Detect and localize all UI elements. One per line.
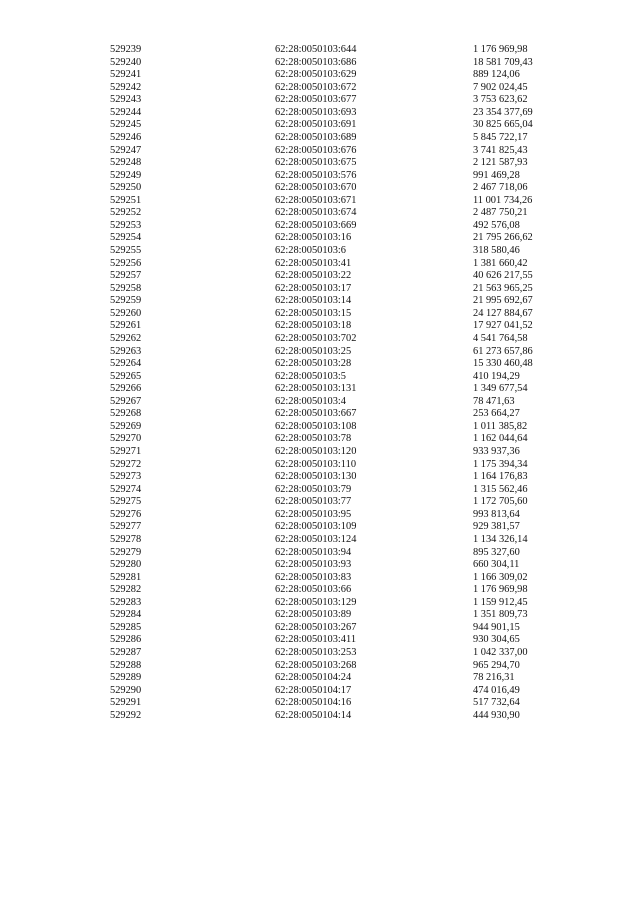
table-row — [110, 107, 550, 120]
cadastral-number-cell: 62:28:0050103:644 — [275, 44, 357, 55]
table-row — [110, 396, 550, 409]
cadastral-value-cell: 1 159 912,45 — [473, 596, 528, 608]
table-row — [110, 358, 550, 371]
cadastral-number-cell: 62:28:0050104:14 — [275, 709, 352, 721]
row-number-cell: 529287 — [110, 647, 142, 658]
cadastral-value-cell: 253 664,27 — [473, 408, 520, 420]
cadastral-number-cell: 62:28:0050103:411 — [275, 634, 357, 646]
cadastral-value-cell: 4 541 764,58 — [473, 332, 528, 344]
table-row — [110, 622, 550, 635]
row-number-cell: 529267 — [110, 395, 142, 407]
row-number-cell: 529248 — [110, 157, 142, 169]
cadastral-value-cell: 11 001 734,26 — [473, 194, 533, 206]
row-number-cell: 529291 — [110, 697, 142, 709]
row-number-cell: 529273 — [110, 471, 142, 483]
row-number-cell: 529268 — [110, 408, 142, 420]
cadastral-value-cell: 1 176 969,98 — [473, 584, 528, 596]
cadastral-value-cell: 15 330 460,48 — [473, 358, 533, 370]
cadastral-number-cell: 62:28:0050103:130 — [275, 471, 357, 483]
table-row — [110, 710, 550, 723]
row-number-cell: 529251 — [110, 194, 142, 206]
cadastral-value-cell: 474 016,49 — [473, 684, 520, 696]
row-number-cell: 529286 — [110, 634, 142, 646]
row-number-cell: 529272 — [110, 458, 142, 470]
row-number-cell: 529284 — [110, 609, 142, 621]
cadastral-value-cell: 30 825 665,04 — [473, 119, 533, 131]
table-row — [110, 182, 550, 195]
cadastral-number-cell: 62:28:0050103:17 — [275, 282, 352, 294]
cadastral-value-cell: 3 741 825,43 — [473, 144, 528, 156]
row-number-cell: 529246 — [110, 131, 142, 143]
cadastral-number-cell: 62:28:0050103:671 — [275, 194, 357, 206]
cadastral-value-cell: 889 124,06 — [473, 69, 520, 81]
table-row — [110, 132, 550, 145]
table-row — [110, 572, 550, 585]
cadastral-number-cell: 62:28:0050103:124 — [275, 533, 357, 545]
cadastral-value-cell: 17 927 041,52 — [473, 320, 533, 332]
cadastral-number-cell: 62:28:0050103:629 — [275, 69, 357, 81]
row-number-cell: 529270 — [110, 433, 142, 445]
cadastral-value-cell: 895 327,60 — [473, 546, 520, 558]
table-row — [110, 584, 550, 597]
cadastral-number-cell: 62:28:0050104:17 — [275, 684, 352, 696]
table-row — [110, 672, 550, 685]
table-row — [110, 220, 550, 233]
cadastral-value-cell: 1 162 044,64 — [473, 433, 528, 445]
cadastral-value-cell: 517 732,64 — [473, 697, 520, 709]
table-row — [110, 534, 550, 547]
cadastral-value-cell: 61 273 657,86 — [473, 345, 533, 357]
row-number-cell: 529261 — [110, 320, 142, 332]
table-row — [110, 119, 550, 132]
row-number-cell: 529281 — [110, 571, 142, 583]
table-row — [110, 195, 550, 208]
cadastral-value-cell: 21 795 266,62 — [473, 232, 533, 244]
row-number-cell: 529292 — [110, 709, 142, 721]
row-number-cell: 529279 — [110, 546, 142, 558]
row-number-cell: 529265 — [110, 370, 142, 382]
cadastral-value-cell: 1 166 309,02 — [473, 571, 528, 583]
cadastral-number-cell: 62:28:0050104:24 — [275, 672, 352, 684]
table-row — [110, 207, 550, 220]
cadastral-value-cell: 1 042 337,00 — [473, 647, 528, 658]
row-number-cell: 529253 — [110, 219, 142, 231]
cadastral-number-cell: 62:28:0050103:129 — [275, 596, 357, 608]
cadastral-number-cell: 62:28:0050103:670 — [275, 182, 357, 194]
row-number-cell: 529256 — [110, 257, 142, 269]
cadastral-value-cell: 965 294,70 — [473, 659, 520, 671]
cadastral-number-cell: 62:28:0050103:669 — [275, 219, 357, 231]
cadastral-value-cell: 2 121 587,93 — [473, 157, 528, 169]
row-number-cell: 529275 — [110, 496, 142, 508]
cadastral-number-cell: 62:28:0050103:253 — [275, 647, 357, 658]
cadastral-value-cell: 1 175 394,34 — [473, 458, 528, 470]
cadastral-number-cell: 62:28:0050103:4 — [275, 395, 347, 407]
table-row — [110, 496, 550, 509]
cadastral-number-cell: 62:28:0050103:79 — [275, 483, 352, 495]
row-number-cell: 529250 — [110, 182, 142, 194]
cadastral-value-cell: 993 813,64 — [473, 508, 520, 520]
row-number-cell: 529243 — [110, 94, 142, 106]
table-row — [110, 647, 550, 660]
cadastral-number-cell: 62:28:0050103:14 — [275, 295, 352, 307]
cadastral-number-cell: 62:28:0050103:702 — [275, 332, 357, 344]
row-number-cell: 529283 — [110, 596, 142, 608]
cadastral-value-cell: 1 381 660,42 — [473, 257, 528, 269]
row-number-cell: 529282 — [110, 584, 142, 596]
table-row — [110, 320, 550, 333]
cadastral-number-cell: 62:28:0050103:267 — [275, 621, 357, 633]
cadastral-value-cell: 1 164 176,83 — [473, 471, 528, 483]
row-number-cell: 529258 — [110, 282, 142, 294]
table-row — [110, 459, 550, 472]
cadastral-value-cell: 318 580,46 — [473, 245, 520, 256]
cadastral-number-cell: 62:28:0050103:691 — [275, 119, 357, 131]
table-row — [110, 245, 550, 258]
row-number-cell: 529257 — [110, 270, 142, 282]
cadastral-value-table — [110, 44, 550, 722]
row-number-cell: 529239 — [110, 44, 142, 55]
cadastral-value-cell: 21 563 965,25 — [473, 282, 533, 294]
cadastral-value-cell: 78 471,63 — [473, 395, 515, 407]
table-row — [110, 433, 550, 446]
table-row — [110, 609, 550, 622]
cadastral-value-cell: 929 381,57 — [473, 521, 520, 533]
row-number-cell: 529276 — [110, 508, 142, 520]
row-number-cell: 529266 — [110, 383, 142, 395]
cadastral-number-cell: 62:28:0050104:16 — [275, 697, 352, 709]
cadastral-number-cell: 62:28:0050103:78 — [275, 433, 352, 445]
table-row — [110, 660, 550, 673]
row-number-cell: 529262 — [110, 332, 142, 344]
cadastral-number-cell: 62:28:0050103:108 — [275, 420, 357, 432]
row-number-cell: 529263 — [110, 345, 142, 357]
row-number-cell: 529252 — [110, 207, 142, 219]
cadastral-number-cell: 62:28:0050103:6 — [275, 245, 347, 256]
row-number-cell: 529264 — [110, 358, 142, 370]
cadastral-value-cell: 1 172 705,60 — [473, 496, 528, 508]
cadastral-value-cell: 2 467 718,06 — [473, 182, 528, 194]
cadastral-number-cell: 62:28:0050103:576 — [275, 169, 357, 181]
table-row — [110, 408, 550, 421]
cadastral-number-cell: 62:28:0050103:18 — [275, 320, 352, 332]
table-row — [110, 421, 550, 434]
cadastral-number-cell: 62:28:0050103:674 — [275, 207, 357, 219]
table-row — [110, 170, 550, 183]
cadastral-value-cell: 21 995 692,67 — [473, 295, 533, 307]
table-row — [110, 521, 550, 534]
cadastral-number-cell: 62:28:0050103:667 — [275, 408, 357, 420]
cadastral-value-cell: 1 176 969,98 — [473, 44, 528, 55]
row-number-cell: 529288 — [110, 659, 142, 671]
cadastral-number-cell: 62:28:0050103:109 — [275, 521, 357, 533]
table-row — [110, 308, 550, 321]
table-row — [110, 597, 550, 610]
row-number-cell: 529244 — [110, 106, 142, 118]
table-body — [110, 44, 550, 722]
row-number-cell: 529269 — [110, 420, 142, 432]
cadastral-number-cell: 62:28:0050103:89 — [275, 609, 352, 621]
cadastral-number-cell: 62:28:0050103:675 — [275, 157, 357, 169]
table-row — [110, 697, 550, 710]
table-row — [110, 371, 550, 384]
cadastral-number-cell: 62:28:0050103:268 — [275, 659, 357, 671]
cadastral-value-cell: 23 354 377,69 — [473, 106, 533, 118]
table-row — [110, 295, 550, 308]
row-number-cell: 529241 — [110, 69, 142, 81]
table-row — [110, 471, 550, 484]
cadastral-number-cell: 62:28:0050103:686 — [275, 56, 357, 68]
cadastral-value-cell: 410 194,29 — [473, 370, 520, 382]
cadastral-value-cell: 930 304,65 — [473, 634, 520, 646]
cadastral-value-cell: 3 753 623,62 — [473, 94, 528, 106]
cadastral-number-cell: 62:28:0050103:28 — [275, 358, 352, 370]
row-number-cell: 529249 — [110, 169, 142, 181]
cadastral-number-cell: 62:28:0050103:93 — [275, 559, 352, 571]
cadastral-value-cell: 40 626 217,55 — [473, 270, 533, 282]
cadastral-number-cell: 62:28:0050103:83 — [275, 571, 352, 583]
cadastral-value-cell: 991 469,28 — [473, 169, 520, 181]
table-row — [110, 94, 550, 107]
row-number-cell: 529280 — [110, 559, 142, 571]
row-number-cell: 529247 — [110, 144, 142, 156]
cadastral-number-cell: 62:28:0050103:689 — [275, 131, 357, 143]
cadastral-number-cell: 62:28:0050103:66 — [275, 584, 352, 596]
table-row — [110, 44, 550, 57]
row-number-cell: 529240 — [110, 56, 142, 68]
row-number-cell: 529289 — [110, 672, 142, 684]
cadastral-value-cell: 2 487 750,21 — [473, 207, 528, 219]
table-row — [110, 69, 550, 82]
table-row — [110, 258, 550, 271]
cadastral-value-cell: 24 127 884,67 — [473, 307, 533, 319]
cadastral-number-cell: 62:28:0050103:120 — [275, 446, 357, 457]
cadastral-value-cell: 492 576,08 — [473, 219, 520, 231]
row-number-cell: 529242 — [110, 81, 142, 93]
cadastral-number-cell: 62:28:0050103:5 — [275, 370, 347, 382]
table-row — [110, 57, 550, 70]
row-number-cell: 529245 — [110, 119, 142, 131]
table-row — [110, 446, 550, 459]
row-number-cell: 529277 — [110, 521, 142, 533]
cadastral-value-cell: 944 901,15 — [473, 621, 520, 633]
cadastral-number-cell: 62:28:0050103:672 — [275, 81, 357, 93]
table-row — [110, 145, 550, 158]
cadastral-number-cell: 62:28:0050103:22 — [275, 270, 352, 282]
table-row — [110, 333, 550, 346]
row-number-cell: 529278 — [110, 533, 142, 545]
row-number-cell: 529259 — [110, 295, 142, 307]
row-number-cell: 529274 — [110, 483, 142, 495]
cadastral-number-cell: 62:28:0050103:94 — [275, 546, 352, 558]
cadastral-value-cell: 7 902 024,45 — [473, 81, 528, 93]
table-row — [110, 270, 550, 283]
cadastral-number-cell: 62:28:0050103:25 — [275, 345, 352, 357]
table-row — [110, 346, 550, 359]
cadastral-value-cell: 444 930,90 — [473, 709, 520, 721]
table-row — [110, 232, 550, 245]
row-number-cell: 529255 — [110, 245, 142, 256]
table-row — [110, 559, 550, 572]
table-row — [110, 383, 550, 396]
table-row — [110, 685, 550, 698]
table-row — [110, 509, 550, 522]
row-number-cell: 529260 — [110, 307, 142, 319]
cadastral-number-cell: 62:28:0050103:676 — [275, 144, 357, 156]
cadastral-number-cell: 62:28:0050103:77 — [275, 496, 352, 508]
cadastral-number-cell: 62:28:0050103:41 — [275, 257, 352, 269]
cadastral-value-cell: 1 134 326,14 — [473, 533, 528, 545]
cadastral-value-cell: 5 845 722,17 — [473, 131, 528, 143]
row-number-cell: 529290 — [110, 684, 142, 696]
row-number-cell: 529285 — [110, 621, 142, 633]
table-row — [110, 634, 550, 647]
row-number-cell: 529271 — [110, 446, 142, 457]
cadastral-value-cell: 1 349 677,54 — [473, 383, 528, 395]
table-row — [110, 157, 550, 170]
cadastral-value-cell: 18 581 709,43 — [473, 56, 533, 68]
cadastral-number-cell: 62:28:0050103:693 — [275, 106, 357, 118]
cadastral-value-cell: 78 216,31 — [473, 672, 515, 684]
cadastral-number-cell: 62:28:0050103:15 — [275, 307, 352, 319]
cadastral-number-cell: 62:28:0050103:677 — [275, 94, 357, 106]
row-number-cell: 529254 — [110, 232, 142, 244]
cadastral-number-cell: 62:28:0050103:110 — [275, 458, 357, 470]
table-row — [110, 547, 550, 560]
table-row — [110, 82, 550, 95]
cadastral-value-cell: 1 315 562,46 — [473, 483, 528, 495]
cadastral-number-cell: 62:28:0050103:16 — [275, 232, 352, 244]
cadastral-value-cell: 660 304,11 — [473, 559, 520, 571]
cadastral-number-cell: 62:28:0050103:131 — [275, 383, 357, 395]
cadastral-value-cell: 1 351 809,73 — [473, 609, 528, 621]
table-row — [110, 484, 550, 497]
cadastral-value-cell: 1 011 385,82 — [473, 420, 528, 432]
table-row — [110, 283, 550, 296]
cadastral-number-cell: 62:28:0050103:95 — [275, 508, 352, 520]
cadastral-value-cell: 933 937,36 — [473, 446, 520, 457]
